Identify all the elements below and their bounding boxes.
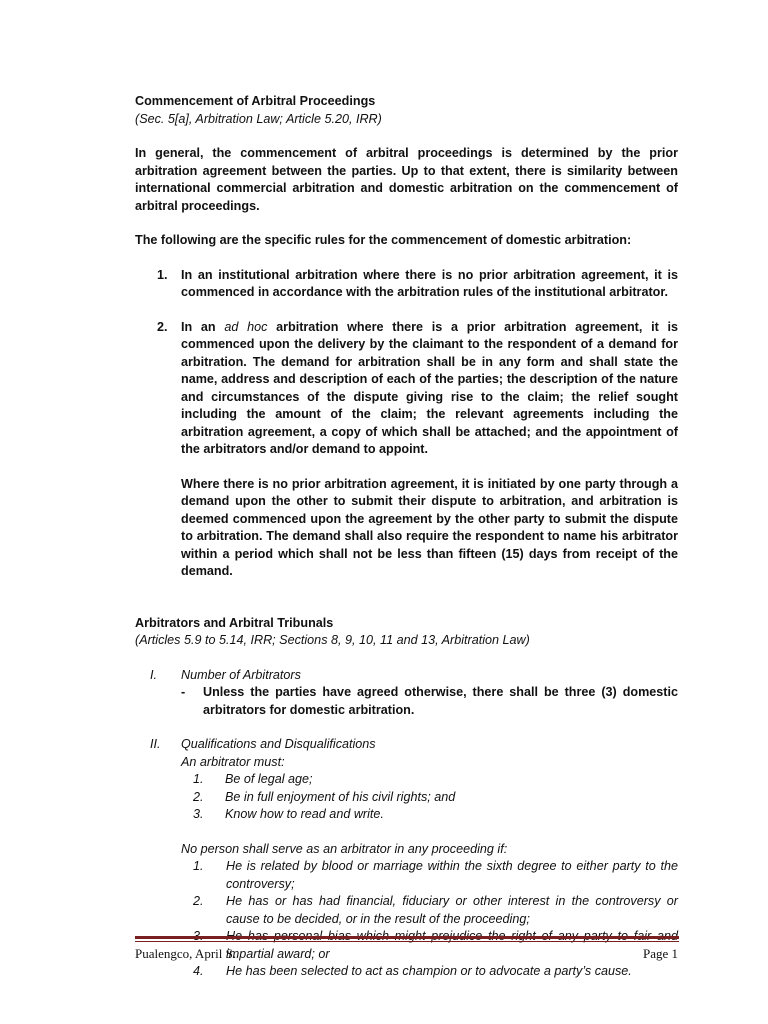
list-item — [135, 963, 678, 981]
roman-number: II. — [150, 737, 161, 751]
footer-page-number: Page 1 — [642, 946, 678, 961]
list-text: impartial award; or — [226, 946, 330, 961]
list-number: 1. — [193, 772, 204, 786]
list-number: 2. — [193, 789, 204, 804]
list-item — [135, 806, 678, 824]
dash-text: Unless the parties have agreed otherwise, there shall be three (3) domestic arbitrators for domestic arbitration. — [203, 685, 678, 717]
roman-heading: Number of Arbitrators — [181, 667, 301, 682]
list-text: He is related by blood or marriage within the sixth degree to either party to the controversy; — [226, 859, 678, 891]
intro-paragraph: In general, the commencement of arbitral proceedings is determined by the prior arbitration agreement between the parties. Up to that extent, there is similarity between international commercial arbitration and domestic arbitration on the commencement of arbitral proceedings. — [135, 146, 678, 213]
page-content — [135, 93, 678, 981]
roman-item — [135, 736, 678, 754]
list-number: 2. — [157, 319, 168, 334]
list-number: 1. — [157, 267, 168, 282]
must-lead: An arbitrator must: — [181, 754, 285, 769]
follow-paragraph: Where there is no prior arbitration agreement, it is initiated by one party through a demand upon the other to submit their dispute to arbitration, and arbitration is deemed commenced upon the agreement by the other party to submit the dispute to arbitration. The demand shall also require the respondent to name his arbitrator within a period which shall not be less than fifteen (15) days from receipt of the demand. — [181, 476, 678, 578]
list-text: Be of legal age; — [225, 772, 313, 786]
list-text: In an ad hoc arbitration where there is a prior arbitration agreement, it is commenced upon the delivery by the claimant to the respondent of a demand for arbitration. The demand for arbitration shall be in any form and shall state the name, address and description of each of the parties; the description of the nature and circumstances of the dispute giving rise to the claim; the relief sought including the amount of the claim; the relevant agreements including the arbitration agreement, a copy of which shall be attached; and the appointment of the arbitrators and/or demand to appoint. — [181, 319, 678, 456]
footer-rule-thin — [135, 941, 679, 942]
no-person-lead: No person shall serve as an arbitrator in any proceeding if: — [181, 841, 508, 856]
rules-lead: The following are the specific rules for the commencement of domestic arbitration: — [135, 233, 632, 247]
list-item — [135, 893, 678, 928]
section-title-commencement: Commencement of Arbitral Proceedings — [135, 94, 376, 108]
roman-item — [135, 667, 678, 685]
list-text: Be in full enjoyment of his civil rights; and — [225, 789, 456, 804]
list-text: In an institutional arbitration where there is no prior arbitration agreement, it is commenced in accordance with the arbitration rules of the institutional arbitrator. — [181, 267, 678, 299]
dash-item — [135, 684, 678, 719]
list-item — [135, 319, 678, 581]
list-number: 1. — [193, 859, 204, 873]
dash-mark: - — [181, 685, 186, 699]
footer-author: Pualengco, April S. — [135, 946, 237, 961]
list-item — [135, 267, 678, 302]
section-citation-commencement: (Sec. 5[a], Arbitration Law; Article 5.20, IRR) — [135, 111, 382, 126]
list-item — [135, 789, 678, 807]
footer-rule-thick — [135, 936, 679, 939]
list-text: Know how to read and write. — [225, 807, 384, 821]
list-number: 3. — [193, 807, 204, 821]
section-citation-arbitrators: (Articles 5.9 to 5.14, IRR; Sections 8, 9, 10, 11 and 13, Arbitration Law) — [135, 633, 530, 647]
list-text: He has been selected to act as champion or to advocate a party’s cause. — [226, 964, 632, 978]
roman-heading: Qualifications and Disqualifications — [181, 737, 376, 751]
list-item — [135, 771, 678, 789]
list-number: 4. — [193, 964, 204, 978]
list-text: He has or has had financial, fiduciary or other interest in the controversy or cause to be decided, or in the result of the proceeding; — [226, 894, 678, 926]
list-item — [135, 858, 678, 893]
section-title-arbitrators: Arbitrators and Arbitral Tribunals — [135, 615, 334, 630]
list-number: 2. — [193, 894, 204, 908]
roman-number: I. — [150, 667, 157, 682]
